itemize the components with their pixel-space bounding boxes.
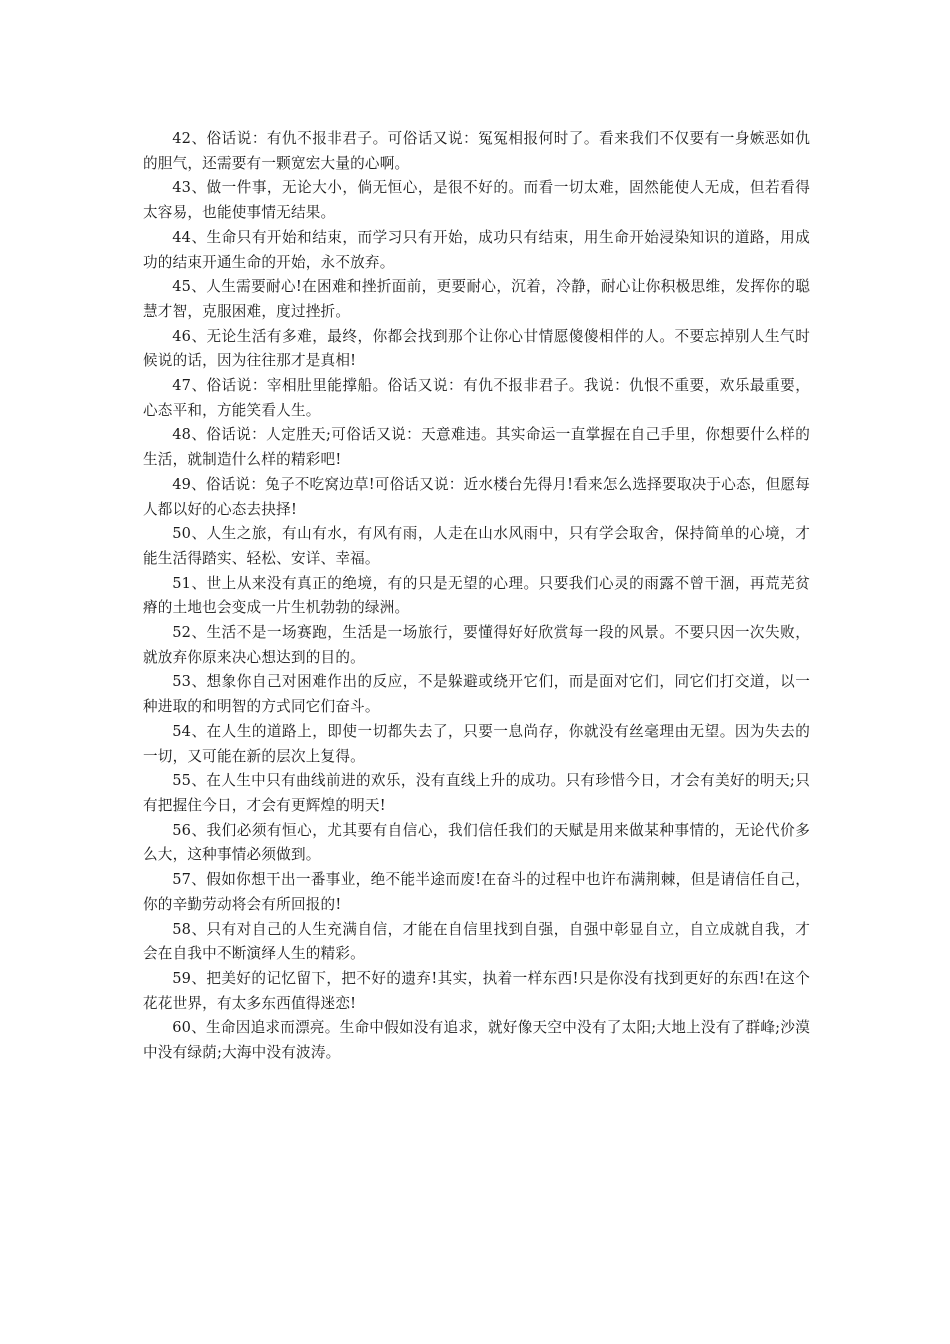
paragraph-53: 53、想象你自己对困难作出的反应，不是躲避或绕开它们，而是面对它们，同它们打交道，以一种进取的和明智的方式同它们奋斗。 — [143, 673, 810, 716]
paragraph-59: 59、把美好的记忆留下，把不好的遗弃!其实，执着一样东西!只是你没有找到更好的东西!在这个花花世界，有太多东西值得迷恋! — [143, 969, 810, 1012]
paragraph-47: 47、俗话说：宰相肚里能撑船。俗话又说：有仇不报非君子。我说：仇恨不重要，欢乐最重要，心态平和，方能笑看人生。 — [143, 377, 810, 419]
paragraph-51: 51、世上从来没有真正的绝境，有的只是无望的心理。只要我们心灵的雨露不曾干涸，再荒芜贫瘠的土地也会变成一片生机勃勃的绿洲。 — [143, 574, 810, 617]
paragraph-48: 48、俗话说：人定胜天;可俗话又说：天意难违。其实命运一直掌握在自己手里，你想要什么样的生活，就制造什么样的精彩吧! — [143, 426, 810, 469]
paragraph-58: 58、只有对自己的人生充满自信，才能在自信里找到自强，自强中彰显自立，自立成就自我，才会在自我中不断演绎人生的精彩。 — [143, 920, 810, 963]
document-body — [143, 127, 810, 1066]
paragraph-42: 42、俗话说：有仇不报非君子。可俗话又说：冤冤相报何时了。看来我们不仅要有一身嫉恶如仇的胆气，还需要有一颗宽宏大量的心啊。 — [143, 130, 810, 172]
paragraph-44: 44、生命只有开始和结束，而学习只有开始，成功只有结束，用生命开始浸染知识的道路，用成功的结束开通生命的开始，永不放弃。 — [143, 228, 810, 271]
paragraph-54: 54、在人生的道路上，即使一切都失去了，只要一息尚存，你就没有丝毫理由无望。因为失去的一切，又可能在新的层次上复得。 — [143, 722, 810, 765]
paragraph-46: 46、无论生活有多难，最终，你都会找到那个让你心甘情愿傻傻相伴的人。不要忘掉别人生气时候说的话，因为往往那才是真相! — [143, 327, 810, 370]
paragraph-52: 52、生活不是一场赛跑，生活是一场旅行，要懂得好好欣赏每一段的风景。不要只因一次失败，就放弃你原来决心想达到的目的。 — [143, 624, 810, 666]
paragraph-49: 49、俗话说：兔子不吃窝边草!可俗话又说：近水楼台先得月!看来怎么选择要取决于心态，但愿每人都以好的心态去抉择! — [143, 475, 810, 518]
paragraph-43: 43、做一件事，无论大小，倘无恒心，是很不好的。而看一切太难，固然能使人无成，但若看得太容易，也能使事情无结果。 — [143, 179, 810, 222]
paragraph-50: 50、人生之旅，有山有水，有风有雨，人走在山水风雨中，只有学会取舍，保持简单的心境，才能生活得踏实、轻松、安详、幸福。 — [143, 525, 810, 567]
paragraph-57: 57、假如你想干出一番事业，绝不能半途而废!在奋斗的过程中也许布满荆棘，但是请信任自己，你的辛勤劳动将会有所回报的! — [143, 871, 810, 913]
paragraph-60: 60、生命因追求而漂亮。生命中假如没有追求，就好像天空中没有了太阳;大地上没有了群峰;沙漠中没有绿荫;大海中没有波涛。 — [143, 1019, 810, 1062]
paragraph-56: 56、我们必须有恒心，尤其要有自信心，我们信任我们的天赋是用来做某种事情的，无论代价多么大，这种事情必须做到。 — [143, 821, 810, 864]
paragraph-45: 45、人生需要耐心!在困难和挫折面前，更要耐心，沉着，冷静，耐心让你积极思维，发挥你的聪慧才智，克服困难，度过挫折。 — [143, 278, 810, 320]
paragraph-55: 55、在人生中只有曲线前进的欢乐，没有直线上升的成功。只有珍惜今日，才会有美好的明天;只有把握住今日，才会有更辉煌的明天! — [143, 772, 810, 814]
